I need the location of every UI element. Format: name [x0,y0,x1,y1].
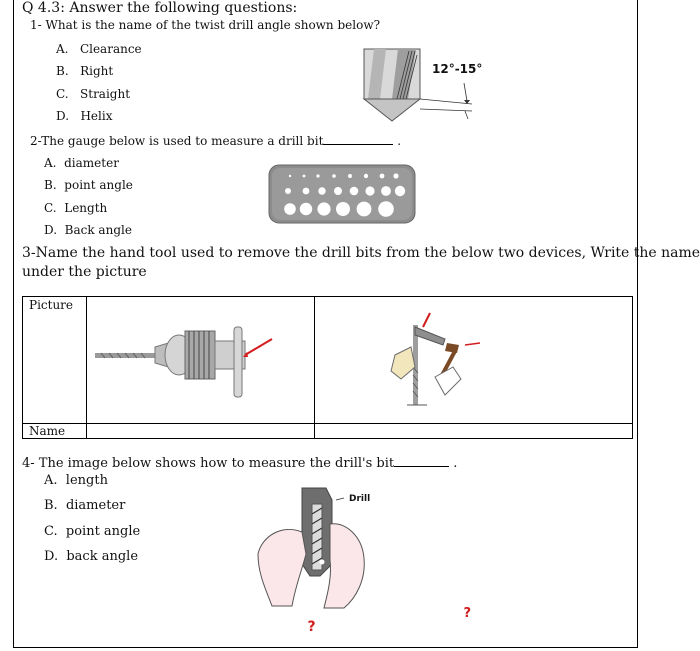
q1-question: 1- What is the name of the twist drill angle shown below? [30,18,381,32]
q4-option-b: B. diameter [44,498,126,513]
drill-gauge-figure [268,164,416,224]
q2-option-d: D. Back angle [44,223,132,237]
q1-option-b: B. Right [56,64,114,78]
q3-line-1: 3-Name the hand tool used to remove the drill bits from the below two devices, Write the name [22,245,700,261]
q2-option-a: A. diameter [44,156,119,170]
name-answer-2[interactable] [315,424,633,439]
q2-option-c: C. Length [44,201,108,215]
question-mark-2: ? [463,605,472,621]
q4-option-a: A. length [44,473,108,488]
question-mark-1: ? [307,618,316,635]
q3-line-2: under the picture [22,264,147,280]
section-title: Q 4.3: Answer the following questions: [22,0,298,16]
q1-option-d: D. Helix [56,109,113,123]
q4-option-d: D. back angle [44,549,139,564]
picture-row-header: Picture [23,297,87,424]
q2-option-b: B. point angle [44,178,133,192]
q2-question: 2-The gauge below is used to measure a drill bit . [30,134,402,148]
q1-option-a: A. Clearance [56,42,142,56]
drill-angle-figure [360,47,500,132]
drill-chuck-figure [87,297,314,419]
q4-option-c: C. point angle [44,524,141,539]
q4-question: 4- The image below shows how to measure the drill's bit . [22,456,458,471]
angle-label: 12°-15° [432,62,483,76]
q1-option-c: C. Straight [56,87,131,101]
name-answer-1[interactable] [87,424,315,439]
name-row-header: Name [23,424,87,439]
drill-press-figure [315,297,632,419]
drill-label: Drill [349,494,371,504]
